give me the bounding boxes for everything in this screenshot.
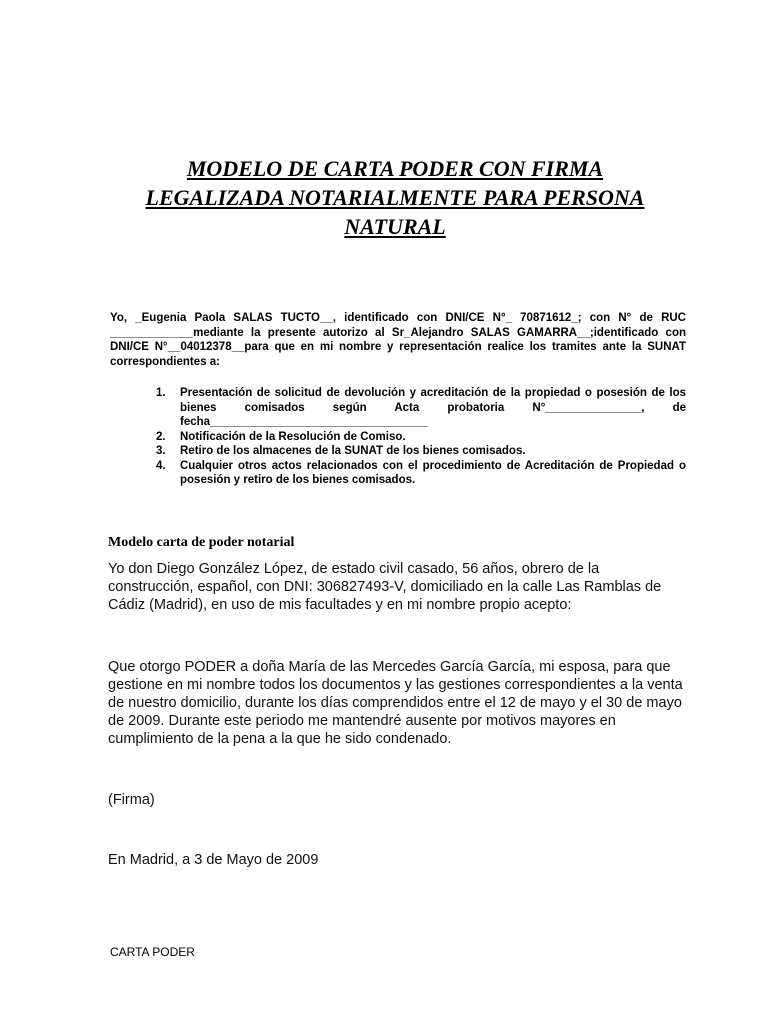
section-subheading: Modelo carta de poder notarial	[108, 535, 295, 550]
list-item-text: Notificación de la Resolución de Comiso.	[180, 430, 406, 443]
body-paragraph-1: Yo don Diego González López, de estado civil casado, 56 años, obrero de la construcción, español, con DNI: 306827493-V, domiciliado en la calle Las Ramblas de Cádiz (Madrid), en uso de mis facultades y en mi nombre propio acepto:	[108, 561, 662, 613]
signature-line: (Firma)	[108, 792, 155, 808]
list-item-number: 3.	[156, 445, 166, 457]
list-item	[156, 430, 686, 445]
list-item-text: Retiro de los almacenes de la SUNAT de los bienes comisados.	[180, 445, 526, 457]
list-item-text: Cualquier otros actos relacionados con el procedimiento de Acreditación de Propiedad o posesión y retiro de los bienes comisados.	[180, 459, 686, 486]
intro-paragraph: Yo, _Eugenia Paola SALAS TUCTO__, identificado con DNI/CE N°_ 70871612_; con N° de RUC _____________mediante la presente autorizo al Sr_Alejandro SALAS GAMARRA__;identificado con DNI/CE N°__04012378__para que en mi nombre y representación realice los tramites ante la SUNAT correspondientes a:	[110, 312, 686, 368]
list-item	[156, 459, 686, 488]
list-item	[156, 386, 686, 430]
list-item	[156, 444, 686, 459]
document-title	[100, 154, 690, 241]
procedures-list	[156, 386, 686, 488]
list-item-number: 1.	[156, 387, 166, 399]
list-item-number: 2.	[156, 430, 166, 443]
title-line-3: NATURAL	[344, 214, 446, 239]
page-footer: CARTA PODER	[110, 945, 195, 959]
body-paragraph-2: Que otorgo PODER a doña María de las Mercedes García García, mi esposa, para que gestione en mi nombre todos los documentos y las gestiones correspondientes a la venta de nuestro domicilio, durante los días comprendidos entre el 12 de mayo y el 30 de mayo de 2009. Durante este periodo me mantendré ausente por motivos mayores en cumplimiento de la pena a la que he sido condenado.	[108, 659, 683, 747]
title-line-1: MODELO DE CARTA PODER CON FIRMA	[186, 156, 604, 181]
list-item-text: Presentación de solicitud de devolución y acreditación de la propiedad o posesión de los bienes comisados según Acta probatoria N°_______________, de fecha__________________________________	[180, 387, 686, 428]
title-line-2: LEGALIZADA NOTARIALMENTE PARA PERSONA	[145, 185, 645, 210]
list-item-number: 4.	[156, 459, 166, 472]
place-date: En Madrid, a 3 de Mayo de 2009	[108, 852, 319, 868]
